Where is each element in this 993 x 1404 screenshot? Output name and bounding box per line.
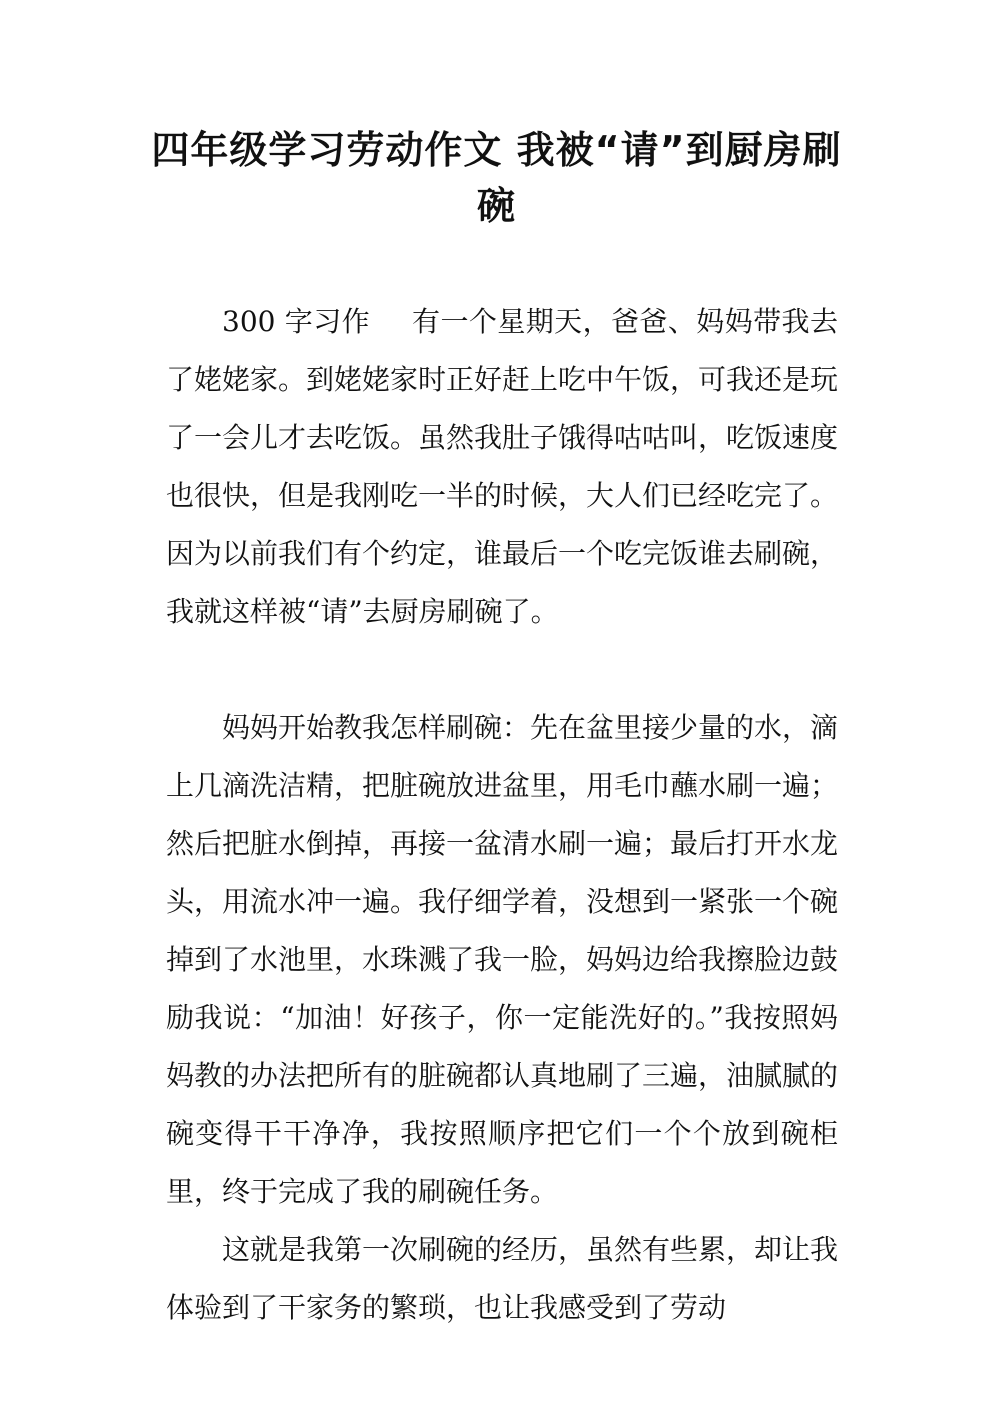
paragraph-1 [166, 293, 838, 641]
paragraph-1-lead: 300 字习作 [222, 305, 371, 338]
document-title: 四年级学习劳动作文 我被“请”到厨房刷碗 [151, 128, 842, 228]
paragraph-1-text: 有一个星期天，爸爸、妈妈带我去了姥姥家。到姥姥家时正好赶上吃中午饭，可我还是玩了一会儿才去吃饭。虽然我肚子饿得咕咕叫，吃饭速度也很快，但是我刚吃一半的时候，大人们已经吃完了。因为以前我们有个约定，谁最后一个吃完饭谁去刷碗，我就这样被“请”去厨房刷碗了。 [166, 305, 839, 628]
paragraph-3: 这就是我第一次刷碗的经历，虽然有些累，却让我体验到了干家务的繁琐，也让我感受到了劳动 [166, 1233, 839, 1324]
document-body [166, 293, 838, 1337]
paragraph-gap [166, 641, 838, 699]
paragraph-2: 妈妈开始教我怎样刷碗：先在盆里接少量的水，滴上几滴洗洁精，把脏碗放进盆里，用毛巾蘸水刷一遍；然后把脏水倒掉，再接一盆清水刷一遍；最后打开水龙头，用流水冲一遍。我仔细学着，没想到一紧张一个碗掉到了水池里，水珠溅了我一脸，妈妈边给我擦脸边鼓励我说：“加油！好孩子，你一定能洗好的。”我按照妈妈教的办法把所有的脏碗都认真地刷了三遍，油腻腻的碗变得干干净净，我按照顺序把它们一个个放到碗柜里，终于完成了我的刷碗任务。 [166, 711, 839, 1208]
